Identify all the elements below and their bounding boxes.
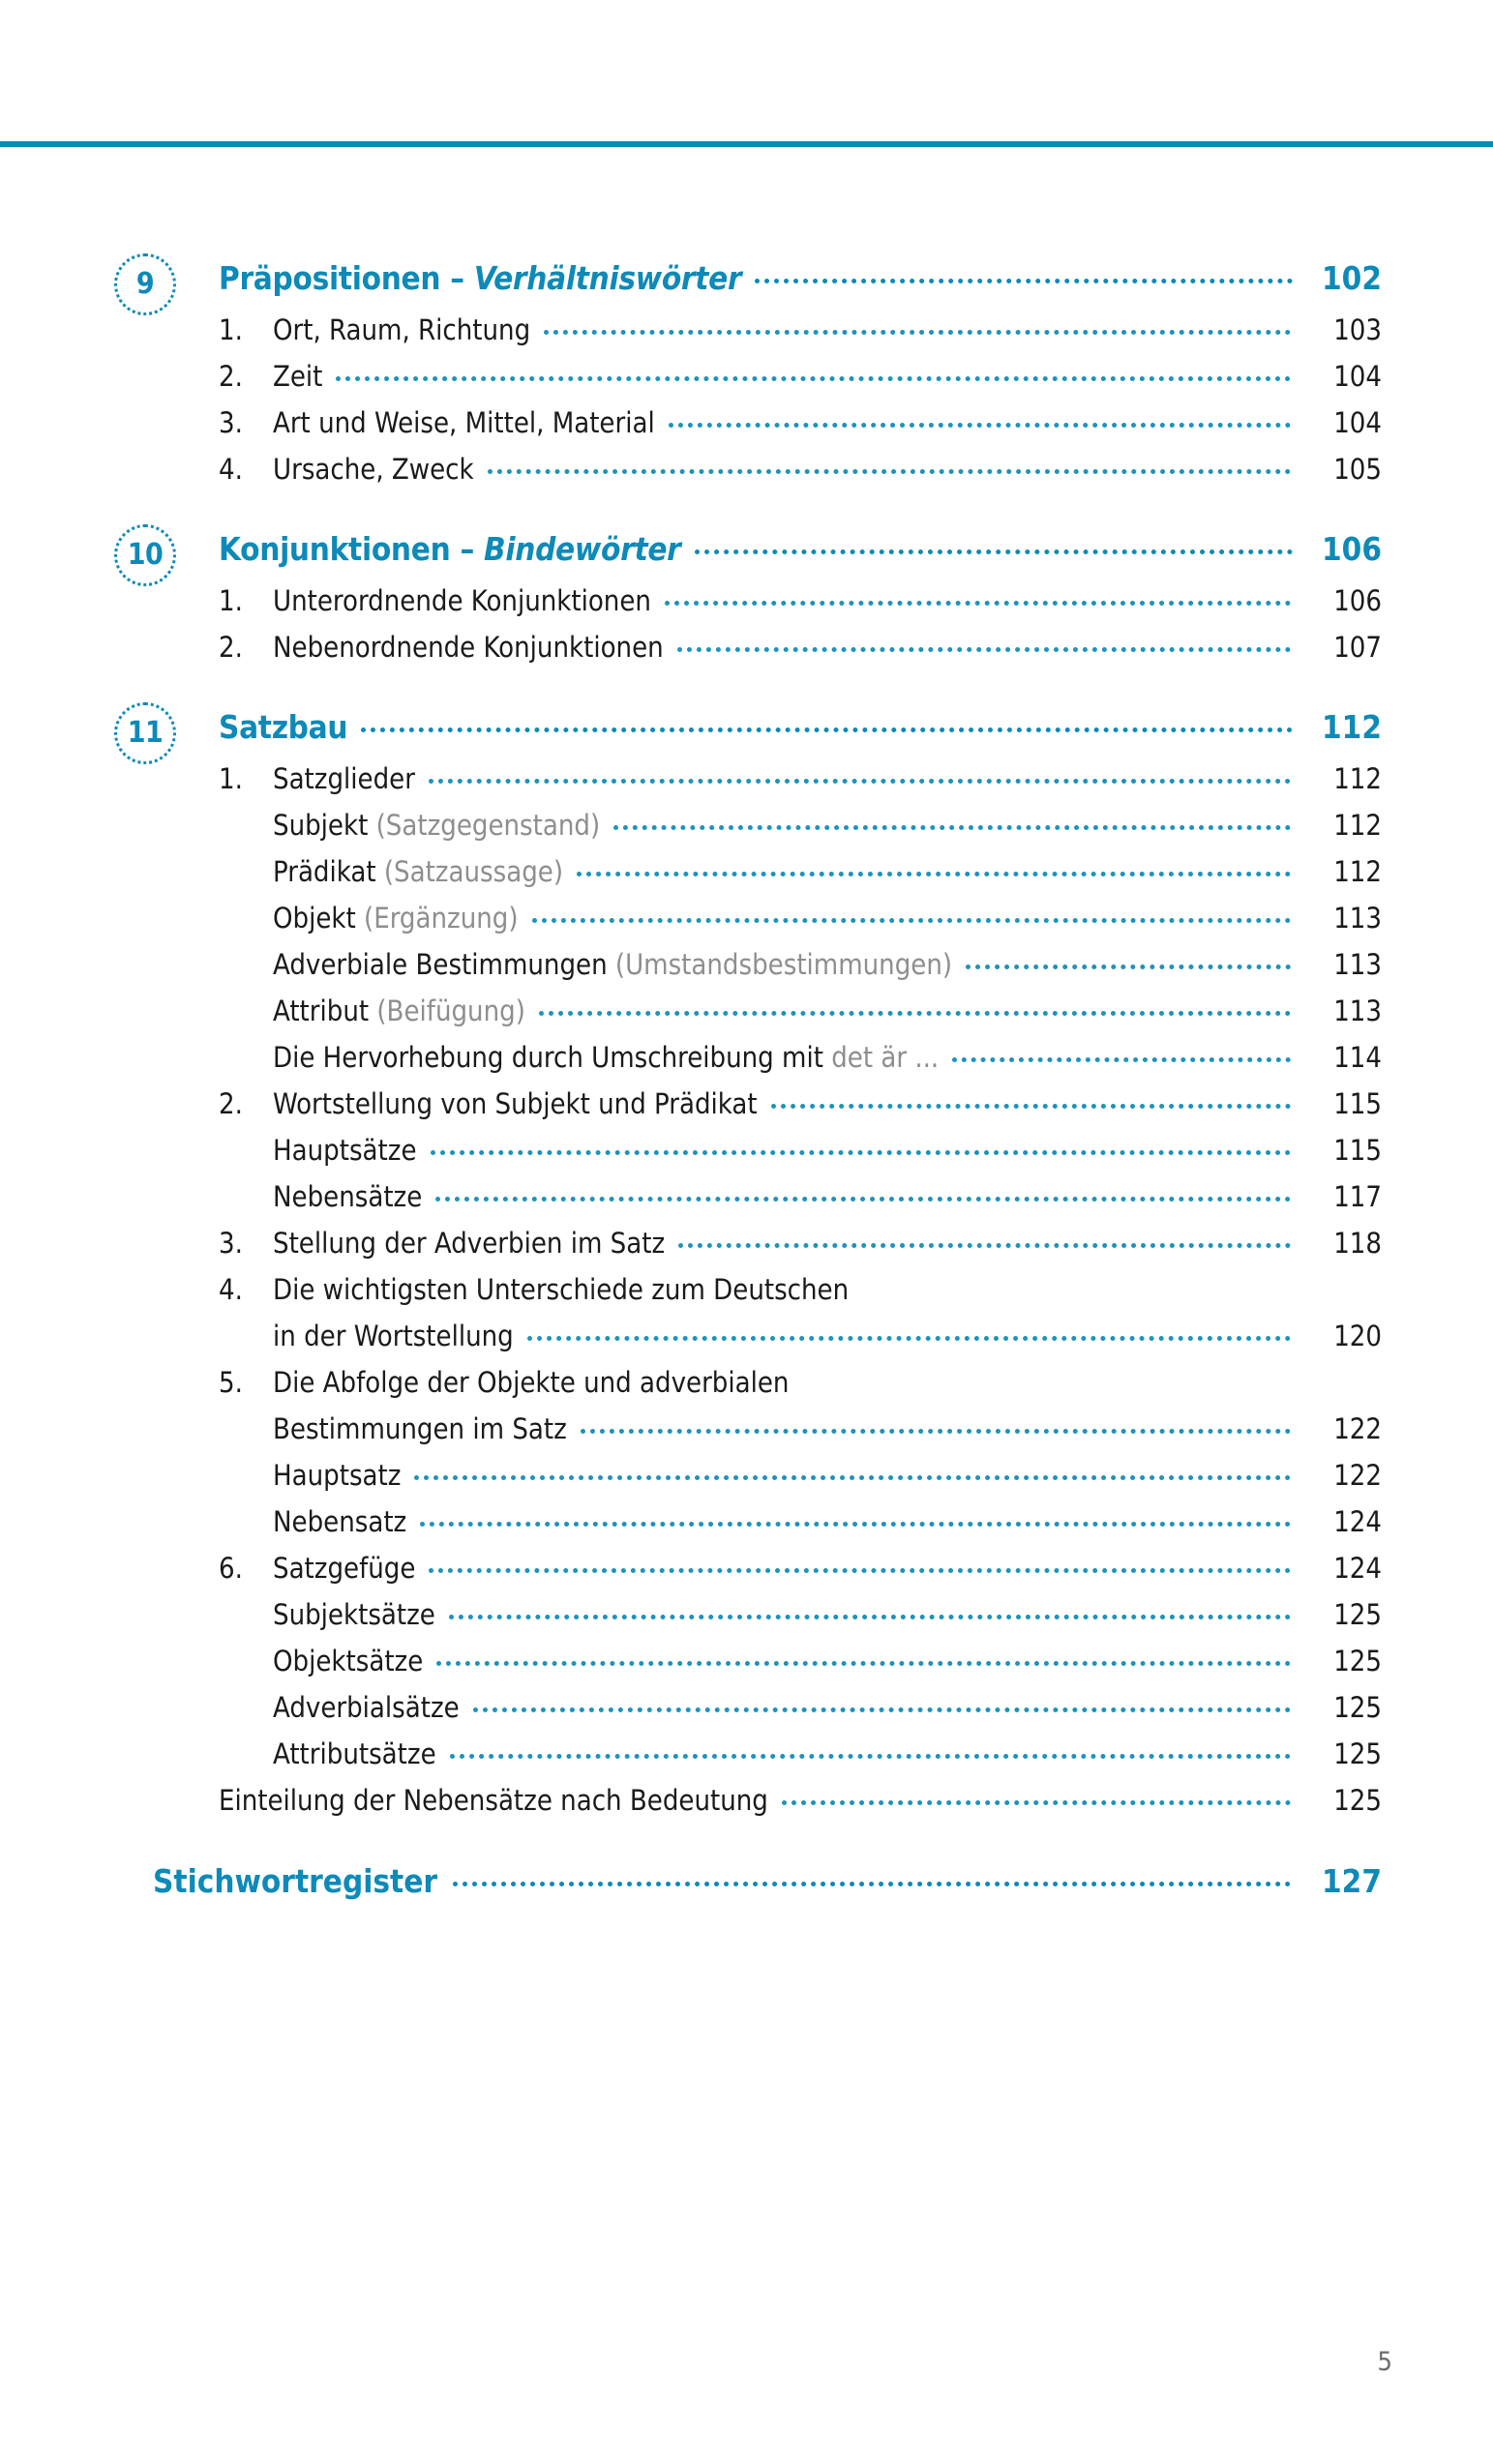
header-rule	[0, 141, 1493, 147]
toc-entry-number: 5.	[219, 1366, 243, 1399]
chapter-number-badge	[114, 253, 176, 315]
toc-entry-label	[273, 453, 474, 486]
toc-entry[interactable]	[219, 631, 1382, 677]
toc-entry-label-text: Hauptsatz	[273, 1459, 402, 1492]
toc-entry[interactable]	[219, 1412, 1382, 1459]
toc-leader-dots	[450, 1753, 1291, 1759]
toc-entry-label	[273, 1412, 567, 1445]
toc-leader-dots	[429, 1567, 1291, 1573]
toc-leader-dots	[771, 1103, 1291, 1109]
chapter-title-main: Konjunktionen –	[219, 530, 485, 568]
toc-entry-label	[273, 1227, 665, 1260]
toc-leader-dots	[577, 871, 1291, 876]
toc-entry-label-text: Attributsätze	[273, 1737, 436, 1770]
toc-entry-page-number: 112	[1333, 809, 1382, 842]
toc-entry[interactable]	[219, 1320, 1382, 1366]
page-folio: 5	[1377, 2347, 1392, 2377]
toc-entry[interactable]	[219, 1784, 1382, 1830]
toc-entry-gloss: det är ...	[831, 1041, 940, 1074]
toc-entry-page-number: 125	[1333, 1645, 1382, 1677]
chapter-spacer	[114, 683, 1382, 708]
toc-leader-dots	[678, 1242, 1291, 1248]
chapter-title-main: Präpositionen –	[219, 259, 474, 297]
toc-entry-gloss: (Umstandsbestimmungen)	[614, 948, 953, 981]
toc-entry[interactable]	[219, 1227, 1382, 1273]
toc-entry-label	[273, 584, 651, 617]
toc-leader-dots	[966, 964, 1291, 969]
toc-entry[interactable]	[219, 1505, 1382, 1552]
toc-leader-dots	[544, 329, 1291, 335]
toc-entry[interactable]	[219, 1134, 1382, 1180]
index-leader-dots	[453, 1881, 1291, 1886]
toc-entry-label-text: Satzglieder	[273, 762, 415, 795]
toc-entry[interactable]	[219, 1459, 1382, 1505]
chapter-number-badge	[114, 702, 176, 764]
chapter-number-badge	[114, 524, 176, 586]
chapter-title	[219, 708, 347, 746]
toc-entry-label	[273, 1459, 401, 1492]
toc-entry-label	[273, 1505, 406, 1538]
toc-entry-number: 4.	[219, 453, 243, 486]
toc-entry-label	[273, 1691, 460, 1724]
toc-leader-dots	[420, 1521, 1291, 1527]
toc-leader-dots	[431, 1149, 1292, 1155]
toc-entry-label-text: Subjektsätze	[273, 1598, 435, 1631]
toc-entry[interactable]	[219, 1273, 1382, 1320]
toc-entry-page-number: 106	[1333, 584, 1382, 617]
toc-entry-page-number: 118	[1333, 1227, 1382, 1260]
chapter-heading[interactable]	[114, 530, 1382, 584]
toc-entry-label-text: Adverbiale Bestimmungen	[273, 948, 615, 981]
chapter-heading[interactable]	[114, 259, 1382, 313]
toc-entry-label	[273, 1645, 423, 1677]
toc-entry-label-text: Die wichtigsten Unterschiede zum Deutschen	[273, 1273, 850, 1306]
toc-entry-label	[219, 1784, 768, 1817]
toc-entry-number: 1.	[219, 313, 243, 346]
toc-entry-label-text: Prädikat	[273, 855, 384, 888]
toc-entry-number: 1.	[219, 762, 243, 795]
toc-entry-label-text: Die Hervorhebung durch Umschreibung mit	[273, 1041, 832, 1074]
toc-entry-number: 6.	[219, 1552, 243, 1585]
toc-entry-label-text: Hauptsätze	[273, 1134, 417, 1167]
index-page-number: 127	[1322, 1862, 1382, 1900]
toc-entry-label-text: Nebenordnende Konjunktionen	[273, 631, 664, 664]
toc-entry-label	[273, 1041, 939, 1074]
toc-leader-dots	[449, 1614, 1291, 1619]
toc-leader-dots	[862, 1293, 1291, 1294]
toc-leader-dots	[336, 375, 1291, 381]
toc-entry-label-text: Bestimmungen im Satz	[273, 1412, 567, 1445]
toc-entry-page-number: 113	[1333, 948, 1382, 981]
chapter-page-number: 106	[1322, 530, 1382, 568]
toc-entry[interactable]	[219, 762, 1382, 809]
chapter-number: 9	[135, 267, 155, 301]
toc-entry-label-text: Einteilung der Nebensätze nach Bedeutung	[219, 1784, 768, 1817]
toc-entry-label-text: Adverbialsätze	[273, 1691, 460, 1724]
toc-entry-number: 3.	[219, 1227, 243, 1260]
toc-entry-label-text: Zeit	[273, 360, 323, 393]
toc-entry[interactable]	[219, 1598, 1382, 1645]
toc-entry-label-text: Wortstellung von Subjekt und Prädikat	[273, 1087, 758, 1120]
toc-leader-dots	[532, 917, 1291, 923]
toc-entry-label	[273, 1320, 514, 1352]
toc-entry-label	[273, 1552, 415, 1585]
toc-leader-dots	[429, 778, 1291, 784]
toc-entry-label-text: Art und Weise, Mittel, Material	[273, 406, 655, 439]
toc-entry-page-number: 125	[1333, 1737, 1382, 1770]
chapter-leader-dots	[695, 549, 1293, 554]
toc-entry-label	[273, 631, 664, 664]
chapter-block	[114, 708, 1382, 1830]
toc-leader-dots	[435, 1196, 1291, 1202]
toc-entry-number: 3.	[219, 406, 243, 439]
index-title: Stichwortregister	[153, 1862, 438, 1900]
toc-entry-label	[273, 1180, 422, 1213]
chapter-number: 11	[127, 716, 164, 750]
toc-entry-page-number: 104	[1333, 360, 1382, 393]
chapter-spacer	[114, 505, 1382, 530]
toc-entry[interactable]	[219, 313, 1382, 360]
chapter-title-row	[219, 530, 1382, 568]
toc-entry-page-number: 122	[1333, 1412, 1382, 1445]
toc-entry-number: 4.	[219, 1273, 243, 1306]
toc-entry-page-number: 105	[1333, 453, 1382, 486]
chapter-title-row	[219, 708, 1382, 746]
toc-entry-page-number: 112	[1333, 762, 1382, 795]
toc-leader-dots	[782, 1799, 1291, 1805]
toc-entry[interactable]	[219, 855, 1382, 902]
chapter-page-number: 102	[1322, 259, 1382, 297]
toc-entry-label-text: Ort, Raum, Richtung	[273, 313, 531, 346]
toc-entry[interactable]	[219, 1366, 1382, 1412]
chapter-title-italic: Verhältniswörter	[473, 259, 742, 297]
toc-entry[interactable]	[219, 902, 1382, 948]
toc-entry-label-text: Die Abfolge der Objekte und adverbialen	[273, 1366, 790, 1399]
toc-entry-gloss: (Ergänzung)	[364, 902, 519, 935]
toc-entry-label	[273, 1087, 758, 1120]
toc-entry-label-text: in der Wortstellung	[273, 1320, 514, 1352]
toc-entry-gloss: (Satzaussage)	[383, 855, 564, 888]
toc-entry[interactable]	[219, 1645, 1382, 1691]
toc-entry-page-number: 115	[1333, 1087, 1382, 1120]
toc-entry-label	[273, 406, 655, 439]
toc-entry[interactable]	[219, 1552, 1382, 1598]
toc-entry-label-text: Stellung der Adverbien im Satz	[273, 1227, 666, 1260]
toc-entry[interactable]	[219, 1180, 1382, 1227]
toc-entry-page-number: 103	[1333, 313, 1382, 346]
toc-entry[interactable]	[219, 453, 1382, 499]
toc-entry[interactable]	[219, 406, 1382, 453]
toc-entry[interactable]	[219, 809, 1382, 855]
toc-entry-number: 2.	[219, 360, 243, 393]
toc-entry-label	[273, 1737, 436, 1770]
index-entry[interactable]	[153, 1862, 1382, 1900]
toc-entry-label	[273, 948, 952, 981]
toc-entry-page-number: 112	[1333, 855, 1382, 888]
chapter-leader-dots	[361, 727, 1293, 732]
toc-entry-page-number: 125	[1333, 1784, 1382, 1817]
toc-entry-label-text: Objektsätze	[273, 1645, 424, 1677]
toc-entry[interactable]	[219, 1041, 1382, 1087]
toc-entry-page-number: 117	[1333, 1180, 1382, 1213]
toc-leader-dots	[539, 1010, 1291, 1016]
toc-entry-label-text: Ursache, Zweck	[273, 453, 474, 486]
chapter-heading[interactable]	[114, 708, 1382, 762]
toc-entry-label	[273, 809, 600, 842]
toc-entry-label	[273, 1366, 789, 1399]
toc-leader-dots	[677, 646, 1291, 652]
toc-leader-dots	[414, 1474, 1291, 1480]
toc-entry-page-number: 124	[1333, 1505, 1382, 1538]
chapter-title-italic: Bindewörter	[484, 530, 681, 568]
toc-entry[interactable]	[219, 360, 1382, 406]
chapter-title	[219, 530, 681, 568]
chapter-block	[114, 530, 1382, 677]
toc-entry-label	[273, 762, 415, 795]
toc-entry-page-number: 104	[1333, 406, 1382, 439]
toc-entry[interactable]	[219, 584, 1382, 631]
toc-entry-page-number: 107	[1333, 631, 1382, 664]
toc-leader-dots	[436, 1660, 1291, 1666]
toc-entry-number: 2.	[219, 631, 243, 664]
toc-entry-page-number: 125	[1333, 1691, 1382, 1724]
toc-entry-page-number: 114	[1333, 1041, 1382, 1074]
toc-entry-label	[273, 1273, 849, 1306]
toc-leader-dots	[473, 1707, 1291, 1712]
chapter-leader-dots	[755, 278, 1293, 283]
toc-entry[interactable]	[219, 1087, 1382, 1134]
toc-entry[interactable]	[219, 948, 1382, 995]
toc-entry-page-number: 124	[1333, 1552, 1382, 1585]
toc-entry[interactable]	[219, 1691, 1382, 1737]
toc-entry-label-text: Unterordnende Konjunktionen	[273, 584, 651, 617]
toc-entry-label-text: Attribut	[273, 995, 377, 1027]
toc-entry-page-number: 120	[1333, 1320, 1382, 1352]
toc-leader-dots	[613, 824, 1291, 830]
chapter-number: 10	[127, 538, 164, 572]
toc-leader-dots	[802, 1386, 1291, 1387]
toc-entry-page-number: 122	[1333, 1459, 1382, 1492]
toc-entry-page-number: 113	[1333, 995, 1382, 1027]
toc-leader-dots	[527, 1335, 1291, 1341]
chapter-title-main: Satzbau	[219, 708, 348, 746]
toc-leader-dots	[488, 468, 1291, 474]
chapter-block	[114, 259, 1382, 499]
toc-entry-page-number: 125	[1333, 1598, 1382, 1631]
toc-entry-label-text: Nebensätze	[273, 1180, 423, 1213]
chapter-title	[219, 259, 741, 297]
toc-entry-label	[273, 902, 519, 935]
chapter-page-number: 112	[1322, 708, 1382, 746]
toc-entry-label	[273, 360, 322, 393]
toc-leader-dots	[669, 422, 1291, 428]
table-of-contents	[114, 259, 1382, 1861]
toc-entry-page-number: 113	[1333, 902, 1382, 935]
chapter-spacer	[114, 1836, 1382, 1861]
toc-entry-label	[273, 1598, 435, 1631]
toc-entry-number: 1.	[219, 584, 243, 617]
toc-entry-label-text: Objekt	[273, 902, 365, 935]
toc-entry-label-text: Subjekt	[273, 809, 376, 842]
toc-leader-dots	[952, 1056, 1291, 1062]
toc-entry-label-text: Satzgefüge	[273, 1552, 416, 1585]
toc-leader-dots	[665, 600, 1291, 606]
toc-entry-label	[273, 995, 525, 1027]
toc-entry[interactable]	[219, 995, 1382, 1041]
toc-entry[interactable]	[219, 1737, 1382, 1784]
toc-entry-label	[273, 855, 563, 888]
toc-entry-label	[273, 1134, 417, 1167]
toc-entry-label	[273, 313, 530, 346]
toc-leader-dots	[581, 1428, 1291, 1434]
toc-entry-label-text: Nebensatz	[273, 1505, 407, 1538]
toc-entry-gloss: (Satzgegenstand)	[375, 809, 601, 842]
toc-entry-gloss: (Beifügung)	[376, 995, 525, 1027]
chapter-title-row	[219, 259, 1382, 297]
toc-entry-number: 2.	[219, 1087, 243, 1120]
toc-entry-page-number: 115	[1333, 1134, 1382, 1167]
